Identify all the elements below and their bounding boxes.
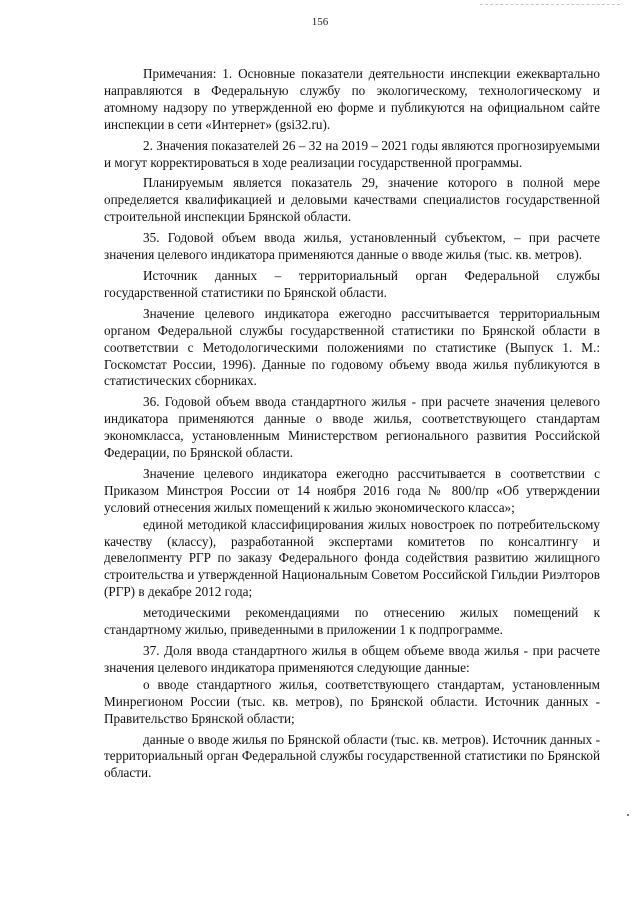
paragraph-item-37-total-housing: данные о вводе жилья по Брянской области (тыс. кв. метров). Источник данных - территориальный орган Федеральной службы государственной статистики по Брянской области. <box>104 731 600 781</box>
paragraph-item-37-standard-housing: о вводе стандартного жилья, соответствующего стандартам, установленным Минрегионом России (тыс. кв. метров), по Брянской области. Источник данных - Правительство Брянской области; <box>104 676 600 726</box>
paragraph-item-36-methodology: единой методикой классифицирования жилых новостроек по потребительскому качеству (классу), разработанной экспертами комитетов по консалтингу и девелопменту РГР по заказу Федерального фонда содействия развитию жилищного строительства и утвержденной Национальным Советом Российской Гильдии Риэлторов (РГР) в декабре 2012 года; <box>104 516 600 600</box>
paragraph-notes-1: Примечания: 1. Основные показатели деятельности инспекции ежеквартально направляются в Федеральную службу по экологическому, технологическому и атомному надзору по утвержденной ею форме и публикуются на официальном сайте инспекции в сети «Интернет» (gsi32.ru). <box>104 66 600 132</box>
document-body <box>104 66 600 786</box>
paragraph-item-35: 35. Годовой объем ввода жилья, установленный субъектом, – при расчете значения целевого индикатора применяются данные о вводе жилья (тыс. кв. метров). <box>104 230 600 263</box>
page-number: 156 <box>311 16 329 28</box>
paragraph-item-35-method: Значение целевого индикатора ежегодно рассчитывается территориальным органом Федеральной службы государственной статистики по Брянской области в соответствии с Методологическими положениями по статистике (Выпуск 1. М.: Госкомстат России, 1996). Данные по годовому объему ввода жилья публикуются в статистических сборниках. <box>104 305 600 389</box>
scan-artifact-dot <box>627 814 629 816</box>
paragraph-indicator-29: Планируемым является показатель 29, значение которого в полной мере определяется квалификацией и деловыми качествами специалистов государственной строительной инспекции Брянской области. <box>104 175 600 225</box>
paragraph-notes-2: 2. Значения показателей 26 – 32 на 2019 – 2021 годы являются прогнозируемыми и могут корректироваться в ходе реализации государственной программы. <box>104 137 600 170</box>
paragraph-item-36-order: Значение целевого индикатора ежегодно рассчитывается в соответствии с Приказом Минстроя России от 14 ноября 2016 года № 800/пр «Об утверждении условий отнесения жилых помещений к жилью экономического класса»; <box>104 465 600 515</box>
scan-top-rule <box>480 4 620 5</box>
paragraph-item-35-source: Источник данных – территориальный орган Федеральной службы государственной статистики по Брянской области. <box>104 267 600 300</box>
paragraph-item-36: 36. Годовой объем ввода стандартного жилья - при расчете значения целевого индикатора применяются данные о вводе жилья, соответствующего стандартам экономкласса, установленным Министерством регионального развития Российской Федерации, по Брянской области. <box>104 394 600 461</box>
paragraph-item-36-recommendations: методическими рекомендациями по отнесению жилых помещений к стандартному жилью, приведенными в приложении 1 к подпрограмме. <box>104 605 600 638</box>
paragraph-item-37: 37. Доля ввода стандартного жилья в общем объеме ввода жилья - при расчете значения целевого индикатора применяются следующие данные: <box>104 643 600 675</box>
